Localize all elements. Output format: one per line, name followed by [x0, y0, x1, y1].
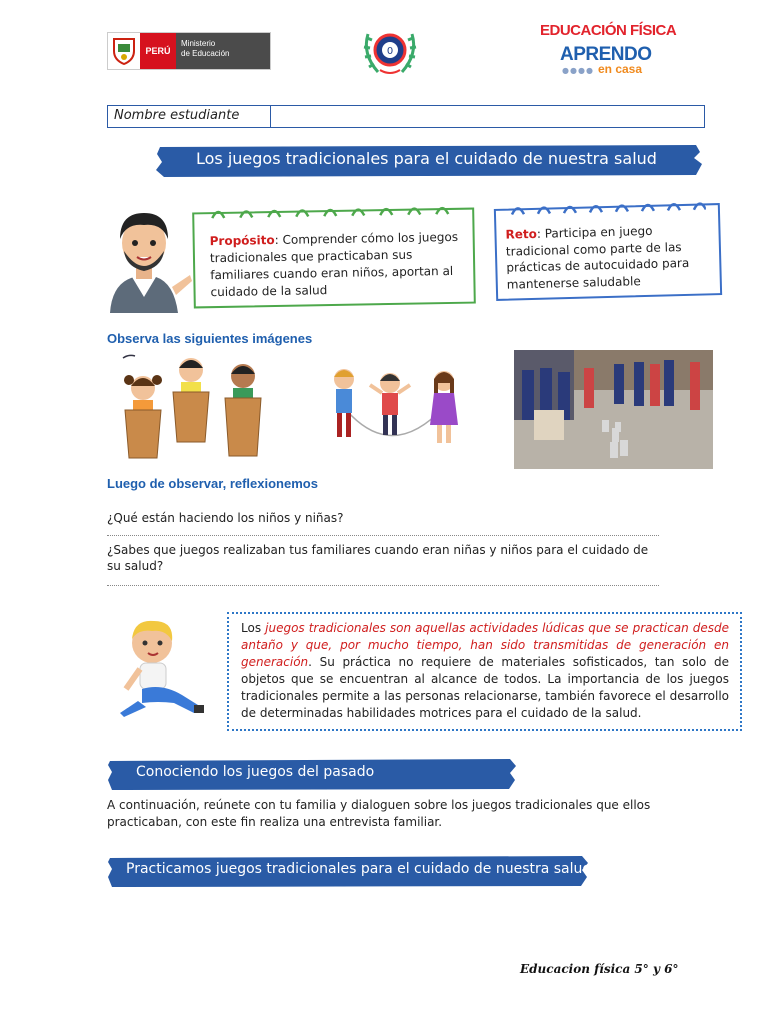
challenge-body: : Participa en juego tradicional como parte de las prácticas de autocuidado para mantenerse saludable: [505, 223, 690, 292]
info-rest: . Su práctica no requiere de materiales sofisticados, tan solo de objetos que se encuentran al alcance de todos. La importancia de los juegos tradicionales permite a las personas relacionarse, también favorece el desarrollo de determinadas habilidades motrices para el cuidado de la salud.: [241, 655, 729, 720]
program-brand-sub: en casa: [598, 62, 643, 76]
program-title: EDUCACIÓN FÍSICA: [540, 22, 677, 39]
observe-heading: Observa las siguientes imágenes: [107, 331, 313, 346]
question-2: ¿Sabes que juegos realizaban tus familiares cuando eran niñas y niños para el cuidado de su salud?: [107, 543, 649, 573]
answer-line-1[interactable]: [107, 535, 659, 536]
main-title: Los juegos tradicionales para el cuidado de nuestra salud: [196, 149, 657, 168]
sitting-kid-illustration: [112, 617, 208, 723]
info-intro: Los: [241, 621, 266, 635]
svg-text:0: 0: [386, 46, 394, 57]
section-1-banner: [108, 758, 516, 790]
answer-line-2[interactable]: [107, 585, 659, 586]
school-crest-icon: [358, 26, 422, 80]
section-1-text: A continuación, reúnete con tu familia y dialoguen sobre los juegos tradicionales que ellos practicaban, con este fin realiza una entrevista familiar.: [107, 798, 651, 829]
student-name-label: Nombre estudiante: [108, 106, 271, 127]
ministry-name: [176, 33, 270, 69]
teacher-illustration: [104, 205, 194, 313]
purpose-label: Propósito: [209, 233, 275, 249]
purpose-text: [210, 229, 461, 301]
info-highlight: juegos tradicionales son aquellas actividades lúdicas que se practican desde antaño y que, por mucho tiempo, han sido transmitidas de generación en generación: [241, 621, 729, 669]
program-brand: APRENDO: [560, 44, 652, 65]
purpose-box: [192, 208, 476, 309]
ministry-name-line2: de Educación: [181, 49, 230, 58]
jump-rope-illustration: [320, 365, 470, 460]
purpose-body: : Comprender cómo los juegos tradicionales que practicaban sus familiares cuando eran niños, aportan al cuidado de la salud: [209, 229, 459, 300]
section-2-banner: [108, 855, 592, 887]
student-name-field[interactable]: [271, 106, 704, 127]
peru-label: PERÚ: [140, 33, 176, 69]
reflect-heading: Luego de observar, reflexionemos: [107, 476, 318, 491]
traditional-game-photo: [514, 350, 713, 469]
info-text: [241, 620, 729, 722]
challenge-label: Reto: [505, 226, 538, 242]
footer-label: Educacion física 5° y 6°: [520, 962, 679, 976]
ministry-name-line1: Ministerio: [181, 39, 216, 48]
challenge-text: [505, 221, 717, 292]
main-title-banner: [156, 144, 702, 178]
student-name-row: [107, 105, 705, 128]
spiral-binding-icon: [506, 197, 706, 218]
challenge-box: [494, 203, 722, 301]
minedu-logo: [107, 32, 271, 70]
sack-race-illustration: [115, 352, 275, 462]
section-1-title: Conociendo los juegos del pasado: [136, 764, 375, 780]
spiral-binding-icon: [204, 202, 464, 223]
brand-dots: ●●●●: [562, 66, 594, 75]
question-1: ¿Qué están haciendo los niños y niñas?: [107, 511, 344, 525]
info-box: [227, 612, 742, 731]
section-2-title: Practicamos juegos tradicionales para el cuidado de nuestra salud: [126, 861, 592, 877]
peru-shield-icon: [108, 33, 140, 69]
